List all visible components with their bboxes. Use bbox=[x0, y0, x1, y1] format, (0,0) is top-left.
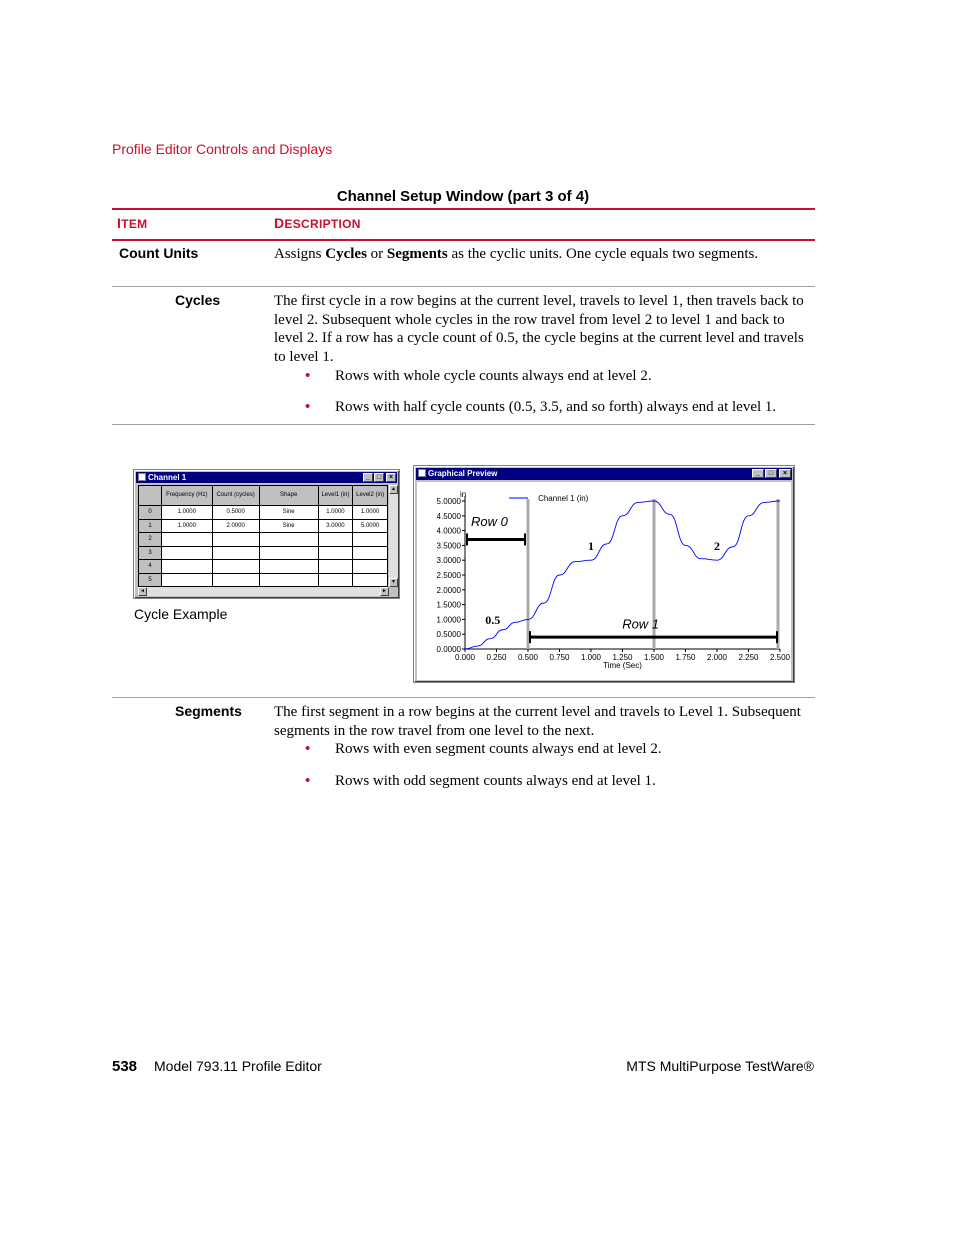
row-header[interactable]: 2 bbox=[139, 533, 162, 547]
y-tick-label: 0.5000 bbox=[436, 630, 461, 640]
column-header[interactable]: Level1 (in) bbox=[318, 486, 353, 506]
grid-cell[interactable] bbox=[162, 533, 213, 547]
chart-annotation: 0.5 bbox=[485, 612, 501, 627]
x-tick-label: 0.750 bbox=[549, 653, 570, 662]
grid-cell[interactable] bbox=[259, 560, 318, 574]
channel-grid bbox=[138, 485, 388, 587]
header-bottom-rule bbox=[112, 239, 815, 241]
grid-cell[interactable] bbox=[162, 546, 213, 560]
grid-cell[interactable]: 2.0000 bbox=[212, 519, 259, 533]
y-tick-label: 4.0000 bbox=[436, 526, 461, 536]
horizontal-scrollbar[interactable] bbox=[138, 587, 389, 596]
y-tick-label: 1.0000 bbox=[436, 615, 461, 625]
grid-cell[interactable] bbox=[212, 573, 259, 587]
vertical-scrollbar[interactable] bbox=[389, 485, 398, 587]
figure-caption: Cycle Example bbox=[134, 606, 228, 622]
grid-cell[interactable] bbox=[259, 546, 318, 560]
window-system-icon bbox=[138, 473, 146, 481]
grid-cell[interactable] bbox=[259, 533, 318, 547]
y-tick-label: 0.0000 bbox=[436, 645, 461, 654]
y-tick-label: 2.5000 bbox=[436, 571, 461, 580]
preview-window bbox=[413, 465, 795, 683]
header-item: ITEM bbox=[117, 215, 148, 231]
table-row bbox=[139, 533, 388, 547]
channel-window-titlebar: Channel 1 _ □ × bbox=[136, 472, 397, 483]
y-tick-label: 3.5000 bbox=[436, 541, 461, 551]
table-row bbox=[139, 519, 388, 533]
grid-cell[interactable] bbox=[162, 573, 213, 587]
column-header[interactable]: Shape bbox=[259, 486, 318, 506]
grid-cell[interactable]: Sine bbox=[259, 506, 318, 520]
preview-chart bbox=[417, 482, 791, 680]
grid-cell[interactable] bbox=[353, 533, 388, 547]
cycles-description: The first cycle in a row begins at the current level, travels to level 1, then travels back to level 2. Subsequent whole cycles in the row travel from level 2 to level 1 and back to level 2. If a row has a cycle count of 0.5, the cycle begins at the current level and travels to level 1. bbox=[274, 293, 804, 365]
row-header[interactable]: 3 bbox=[139, 546, 162, 560]
scroll-left-button[interactable]: ◄ bbox=[138, 587, 147, 596]
count-units-item: Count Units bbox=[119, 245, 199, 261]
column-header[interactable]: Count (cycles) bbox=[212, 486, 259, 506]
footer-right: MTS MultiPurpose TestWare® bbox=[626, 1058, 814, 1074]
grid-cell[interactable]: 1.0000 bbox=[318, 506, 353, 520]
x-tick-label: 2.500 bbox=[769, 653, 791, 662]
scroll-right-button[interactable]: ► bbox=[380, 587, 389, 596]
row-header[interactable]: 5 bbox=[139, 573, 162, 587]
grid-cell[interactable]: 0.5000 bbox=[212, 506, 259, 520]
x-tick-label: 1.250 bbox=[612, 653, 633, 662]
y-tick-label: 4.5000 bbox=[436, 511, 461, 521]
grid-cell[interactable]: 3.0000 bbox=[318, 519, 353, 533]
x-tick-label: 2.250 bbox=[738, 653, 759, 662]
segments-description: The first segment in a row begins at the current level and travels to Level 1. Subsequent segments in the row travel from one level to the next. bbox=[274, 704, 801, 739]
y-tick-label: 5.0000 bbox=[436, 497, 461, 506]
grid-cell[interactable] bbox=[212, 560, 259, 574]
preview-window-titlebar: Graphical Preview _ □ × bbox=[416, 468, 792, 480]
x-tick-label: 0.250 bbox=[486, 653, 507, 662]
row-divider bbox=[112, 424, 815, 425]
grid-corner bbox=[139, 486, 162, 506]
row-header[interactable]: 4 bbox=[139, 560, 162, 574]
scroll-down-button[interactable]: ▼ bbox=[389, 578, 398, 587]
table-top-rule bbox=[112, 208, 815, 210]
grid-cell[interactable]: 1.0000 bbox=[162, 506, 213, 520]
minimize-button[interactable]: _ bbox=[752, 469, 764, 478]
section-title: Profile Editor Controls and Displays bbox=[112, 141, 333, 157]
close-button[interactable]: × bbox=[386, 473, 396, 482]
x-tick-label: 0.000 bbox=[454, 653, 476, 662]
maximize-button[interactable]: □ bbox=[374, 473, 384, 482]
minimize-button[interactable]: _ bbox=[363, 473, 373, 482]
grid-cell[interactable] bbox=[353, 546, 388, 560]
column-header[interactable]: Level2 (in) bbox=[353, 486, 388, 506]
grid-cell[interactable]: 1.0000 bbox=[162, 519, 213, 533]
column-header[interactable]: Frequency (Hz) bbox=[162, 486, 213, 506]
legend-label: Channel 1 (in) bbox=[538, 494, 589, 503]
grid-cell[interactable] bbox=[353, 560, 388, 574]
table-row bbox=[139, 546, 388, 560]
y-axis-label: in bbox=[460, 490, 467, 499]
x-tick-label: 1.000 bbox=[580, 653, 602, 662]
y-tick-label: 1.5000 bbox=[436, 600, 461, 610]
window-system-icon bbox=[418, 469, 426, 477]
table-row bbox=[139, 560, 388, 574]
page-number: 538 bbox=[112, 1058, 138, 1075]
cycles-item: Cycles bbox=[175, 292, 221, 308]
maximize-button[interactable]: □ bbox=[765, 469, 777, 478]
chart-annotation: Row 1 bbox=[622, 616, 660, 632]
grid-cell[interactable] bbox=[353, 573, 388, 587]
scroll-up-button[interactable]: ▲ bbox=[389, 485, 398, 494]
table-row bbox=[139, 506, 388, 520]
grid-cell[interactable] bbox=[318, 560, 353, 574]
chart-annotation: 2 bbox=[714, 538, 720, 553]
grid-cell[interactable] bbox=[212, 546, 259, 560]
grid-cell[interactable] bbox=[259, 573, 318, 587]
close-button[interactable]: × bbox=[779, 469, 791, 478]
chart-annotation: 1 bbox=[588, 538, 594, 553]
x-tick-label: 0.500 bbox=[517, 653, 539, 662]
grid-cell[interactable]: Sine bbox=[259, 519, 318, 533]
count-units-description: Assigns Cycles or Segments as the cyclic units. One cycle equals two segments. bbox=[274, 246, 759, 262]
table-title: Channel Setup Window (part 3 of 4) bbox=[336, 188, 590, 205]
channel-window bbox=[133, 469, 400, 599]
grid-cell[interactable]: 1.0000 bbox=[353, 506, 388, 520]
grid-cell[interactable] bbox=[318, 533, 353, 547]
row-header[interactable]: 1 bbox=[139, 519, 162, 533]
table-row bbox=[139, 573, 388, 587]
row-header[interactable]: 0 bbox=[139, 506, 162, 520]
y-tick-label: 3.0000 bbox=[436, 556, 461, 566]
grid-cell[interactable] bbox=[212, 533, 259, 547]
header-description: DESCRIPTION bbox=[274, 215, 361, 231]
grid-cell[interactable]: 5.0000 bbox=[353, 519, 388, 533]
row-divider bbox=[112, 286, 815, 287]
footer-left: Model 793.11 Profile Editor bbox=[154, 1058, 322, 1074]
x-tick-label: 2.000 bbox=[706, 653, 728, 662]
grid-cell[interactable] bbox=[318, 573, 353, 587]
row-divider bbox=[112, 697, 815, 698]
y-tick-label: 2.0000 bbox=[436, 585, 461, 595]
x-axis-label: Time (Sec) bbox=[603, 661, 642, 670]
x-tick-label: 1.750 bbox=[675, 653, 696, 662]
grid-cell[interactable] bbox=[162, 560, 213, 574]
x-tick-label: 1.500 bbox=[643, 653, 665, 662]
chart-annotation: Row 0 bbox=[471, 514, 508, 530]
grid-cell[interactable] bbox=[318, 546, 353, 560]
segments-item: Segments bbox=[175, 703, 242, 719]
